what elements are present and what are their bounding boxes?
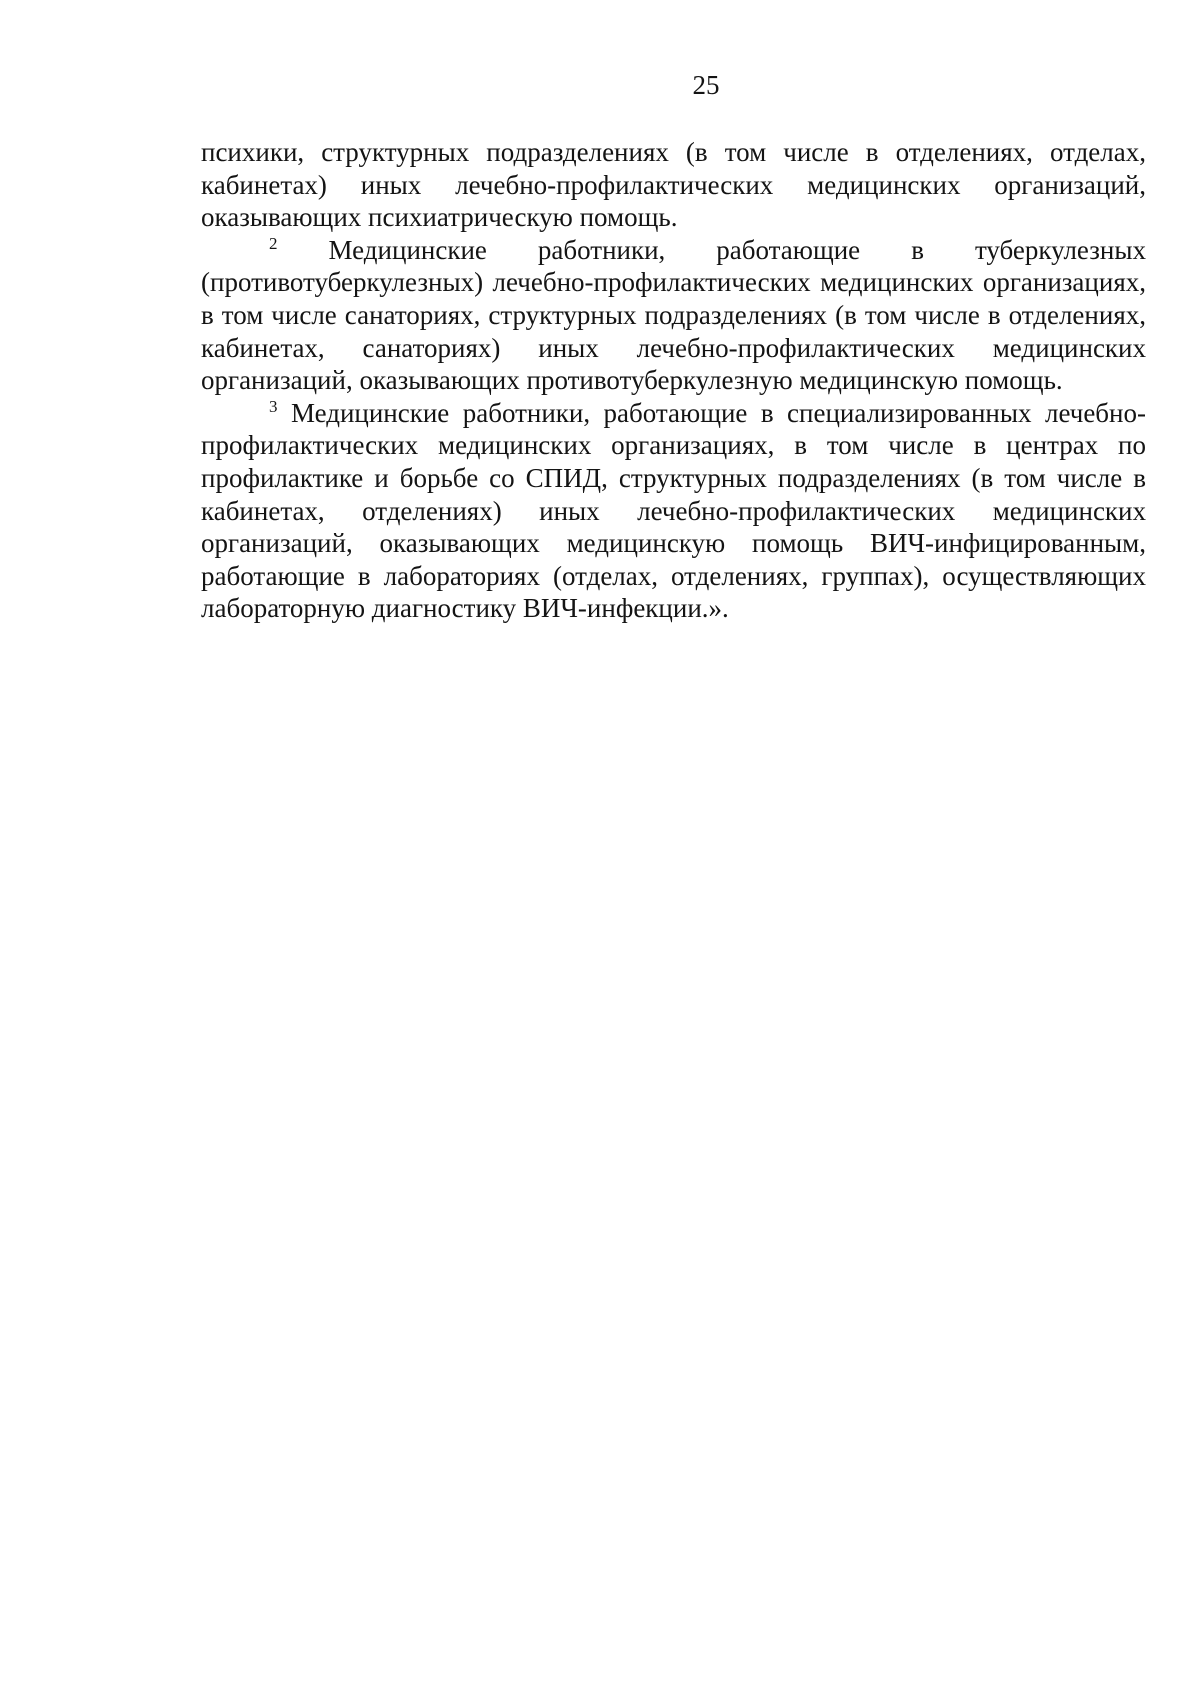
footnote-3 [201,397,1146,625]
footnote-marker: 2 [269,233,278,253]
footnote-text: Медицинские работники, работающие в туберкулезных (противотуберкулезных) лечебно-профилактических медицинских организациях, в том числе санаториях, структурных подразделениях (в том числе в отделениях, кабинетах, санаториях) иных лечебно-профилактических медицинских организаций, оказывающих противотуберкулезную медицинскую помощь. [201,234,1146,396]
paragraph-text: психики, структурных подразделениях (в том числе в отделениях, отделах, кабинетах) иных лечебно-профилактических медицинских организаций, оказывающих психиатрическую помощь. [201,137,1146,233]
paragraph-continuation [201,136,1146,234]
footnote-text: Медицинские работники, работающие в специализированных лечебно-профилактических медицинских организациях, в том числе в центрах по профилактике и борьбе со СПИД, структурных подразделениях (в том числе в кабинетах, отделениях) иных лечебно-профилактических медицинских организаций, оказывающих медицинскую помощь ВИЧ-инфицированным, работающие в лабораториях (отделах, отделениях, группах), осуществляющих лабораторную диагностику ВИЧ-инфекции.». [201,397,1146,624]
page-number: 25 [692,70,720,100]
document-body [201,136,1146,625]
footnote-marker: 3 [269,396,278,416]
footnote-2 [201,234,1146,397]
